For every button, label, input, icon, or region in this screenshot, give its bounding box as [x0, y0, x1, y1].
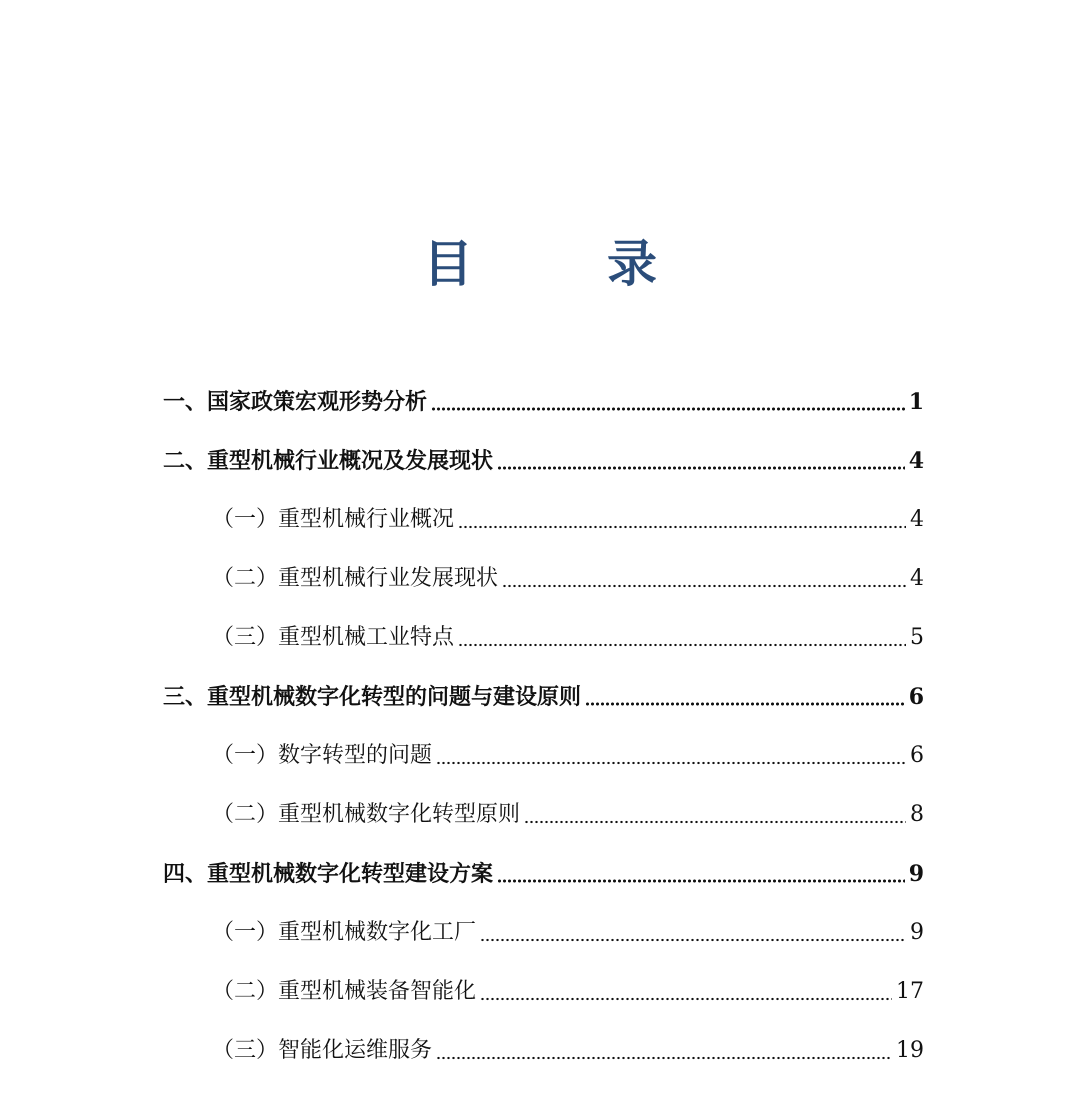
table-of-contents	[0, 372, 1080, 1080]
toc-entry-title: 一、国家政策宏观形势分析	[163, 389, 428, 415]
toc-entry-page-number: 6	[908, 684, 924, 710]
dot-leader	[524, 820, 906, 824]
toc-entry-title: 二、重型机械行业概况及发展现状	[163, 448, 494, 474]
dot-leader	[502, 584, 906, 588]
toc-entry[interactable]	[0, 1021, 1080, 1080]
toc-entry[interactable]	[0, 962, 1080, 1021]
toc-entry-page-number: 4	[910, 566, 924, 591]
toc-entry-title: 三、重型机械数字化转型的问题与建设原则	[163, 684, 582, 710]
toc-entry-title: （三）重型机械工业特点	[212, 625, 455, 650]
toc-entry-title: （一）重型机械行业概况	[212, 507, 455, 532]
toc-entry-page-number: 9	[910, 920, 924, 945]
toc-entry[interactable]	[0, 667, 1080, 726]
toc-entry-page-number: 5	[910, 625, 924, 650]
toc-entry-title: （二）重型机械装备智能化	[212, 979, 477, 1004]
page-title: 目 录	[423, 234, 699, 293]
toc-entry-title: （一）数字转型的问题	[212, 743, 433, 768]
toc-entry[interactable]	[0, 903, 1080, 962]
toc-entry-page-number: 9	[908, 861, 924, 887]
toc-entry-page-number: 1	[908, 389, 924, 415]
dot-leader	[431, 407, 905, 411]
toc-entry-page-number: 8	[910, 802, 924, 827]
dot-leader	[497, 466, 905, 470]
toc-entry[interactable]	[0, 490, 1080, 549]
toc-entry-page-number: 4	[910, 507, 924, 532]
toc-entry[interactable]	[0, 372, 1080, 431]
toc-entry[interactable]	[0, 726, 1080, 785]
toc-entry-page-number: 17	[896, 979, 924, 1004]
dot-leader	[480, 938, 906, 942]
toc-entry-page-number: 19	[896, 1038, 924, 1063]
toc-entry[interactable]	[0, 785, 1080, 844]
dot-leader	[480, 997, 892, 1001]
toc-entry-title: （三）智能化运维服务	[212, 1038, 433, 1063]
toc-entry-title: （二）重型机械行业发展现状	[212, 566, 499, 591]
dot-leader	[585, 702, 905, 706]
toc-entry-page-number: 6	[910, 743, 924, 768]
toc-entry[interactable]	[0, 431, 1080, 490]
toc-entry-title: （二）重型机械数字化转型原则	[212, 802, 521, 827]
dot-leader	[436, 761, 906, 765]
toc-entry-page-number: 4	[908, 448, 924, 474]
toc-entry[interactable]	[0, 549, 1080, 608]
toc-entry-title: 四、重型机械数字化转型建设方案	[163, 861, 494, 887]
dot-leader	[458, 525, 906, 529]
dot-leader	[458, 643, 906, 647]
toc-entry[interactable]	[0, 608, 1080, 667]
dot-leader	[436, 1056, 892, 1060]
dot-leader	[497, 879, 905, 883]
toc-entry-title: （一）重型机械数字化工厂	[212, 920, 477, 945]
toc-entry[interactable]	[0, 844, 1080, 903]
